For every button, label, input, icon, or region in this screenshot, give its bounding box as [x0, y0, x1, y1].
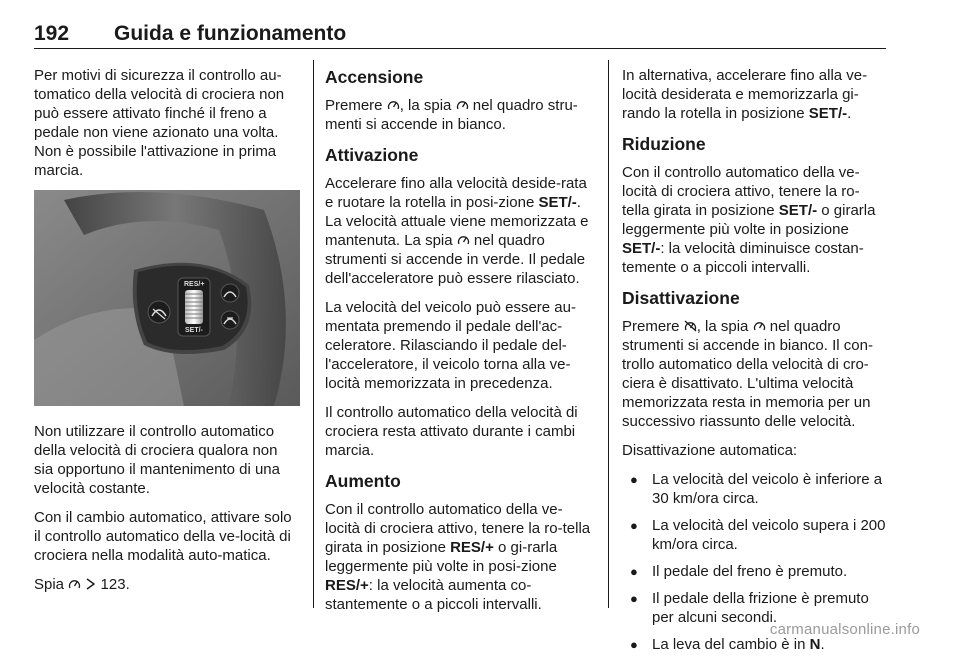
list-item: ● Il pedale del freno è premuto. — [622, 562, 887, 581]
paragraph: Il controllo automatico della velocità di crociera resta attivato durante i cambi marcia. — [325, 404, 578, 459]
cruise-control-off-icon — [684, 320, 697, 332]
list-item: ● La leva del cambio è in N. — [622, 635, 887, 654]
column-right — [622, 66, 887, 662]
steering-wheel-figure — [34, 190, 300, 406]
paragraph: Con il controllo automatico della ve-locità di crociera attivo, tenere la ro-tella girata in posizione SET/- o girarla leggermente più volte in posizione SET/-: la velocità diminuisce costan-temente o a piccoli intervalli. — [622, 164, 876, 276]
list-item: ● La velocità del veicolo è inferiore a 30 km/ora circa. — [622, 470, 887, 508]
list-item: ● La velocità del veicolo supera i 200 km/ora circa. — [622, 516, 887, 554]
heading-attivazione: Attivazione — [325, 145, 419, 165]
set-label: SET/- — [185, 327, 203, 334]
paragraph: Con il controllo automatico della ve-locità di crociera attivo, tenere la ro-tella girata in posizione RES/+ o gi-rarla leggermente più volte in posi-zione RES/+: la velocità aumenta co-stantemente o a piccoli intervalli. — [325, 501, 591, 613]
page-header — [34, 8, 886, 49]
paragraph: Premere , la spia nel quadro strumenti si accende in bianco. Il con-trollo automatico della velocità di cro-ciera è disattivato. L'ultima velocità memorizzata resta in memoria per un successivo riassunto delle velocità. — [622, 318, 873, 430]
paragraph: Premere , la spia nel quadro stru-menti si accende in bianco. — [325, 97, 578, 133]
column-divider — [313, 60, 314, 608]
paragraph: Accelerare fino alla velocità deside-rata e ruotare la rotella in posi-zione SET/-. La velocità attuale viene memorizzata e mantenuta. La spia nel quadro strumenti si accende in verde. Il pedale dell'acceleratore può essere rilasciato. — [325, 175, 589, 287]
paragraph: Non utilizzare il controllo automatico della velocità di crociera qualora non sia opportuno il mantenimento di una velocità costante. — [34, 423, 280, 497]
column-left — [34, 66, 300, 604]
page-title: Guida e funzionamento — [114, 22, 347, 45]
heading-accensione: Accensione — [325, 67, 424, 87]
page-number: 192 — [34, 22, 70, 45]
list-item: ● Il pedale della frizione è premuto per alcuni secondi. — [622, 589, 887, 627]
cruise-control-icon — [387, 99, 400, 111]
watermark: carmanualsonline.info — [769, 621, 920, 638]
cruise-control-icon — [457, 234, 470, 246]
cruise-control-icon — [68, 578, 81, 590]
paragraph: In alternativa, accelerare fino alla ve-locità desiderata e memorizzarla gi-rando la rotella in posizione SET/-. — [622, 67, 868, 122]
paragraph: Spia 123. — [34, 576, 130, 593]
page-reference-icon — [85, 578, 96, 590]
column-divider — [608, 60, 609, 608]
paragraph: Per motivi di sicurezza il controllo au-tomatico della velocità di crociera non può essere attivato finché il freno a pedale non viene azionato una volta. Non è possibile l'attivazione in prima marcia. — [34, 67, 285, 179]
column-middle — [325, 66, 595, 624]
heading-aumento: Aumento — [325, 471, 401, 491]
paragraph: Disattivazione automatica: — [622, 442, 798, 459]
heading-disattivazione: Disattivazione — [622, 288, 740, 308]
res-label: RES/+ — [184, 281, 205, 288]
steering-wheel-illustration — [34, 190, 300, 406]
paragraph: La velocità del veicolo può essere au-mentata premendo il pedale dell'ac-celeratore. Rilasciando il pedale del-l'acceleratore, il veicolo torna alla ve-locità memorizzata in precedenza. — [325, 299, 576, 392]
paragraph: Con il cambio automatico, attivare solo il controllo automatico della ve-locità di crociera nella modalità auto-matica. — [34, 509, 292, 564]
heading-riduzione: Riduzione — [622, 134, 706, 154]
cruise-control-icon — [456, 99, 469, 111]
cruise-control-icon — [753, 320, 766, 332]
